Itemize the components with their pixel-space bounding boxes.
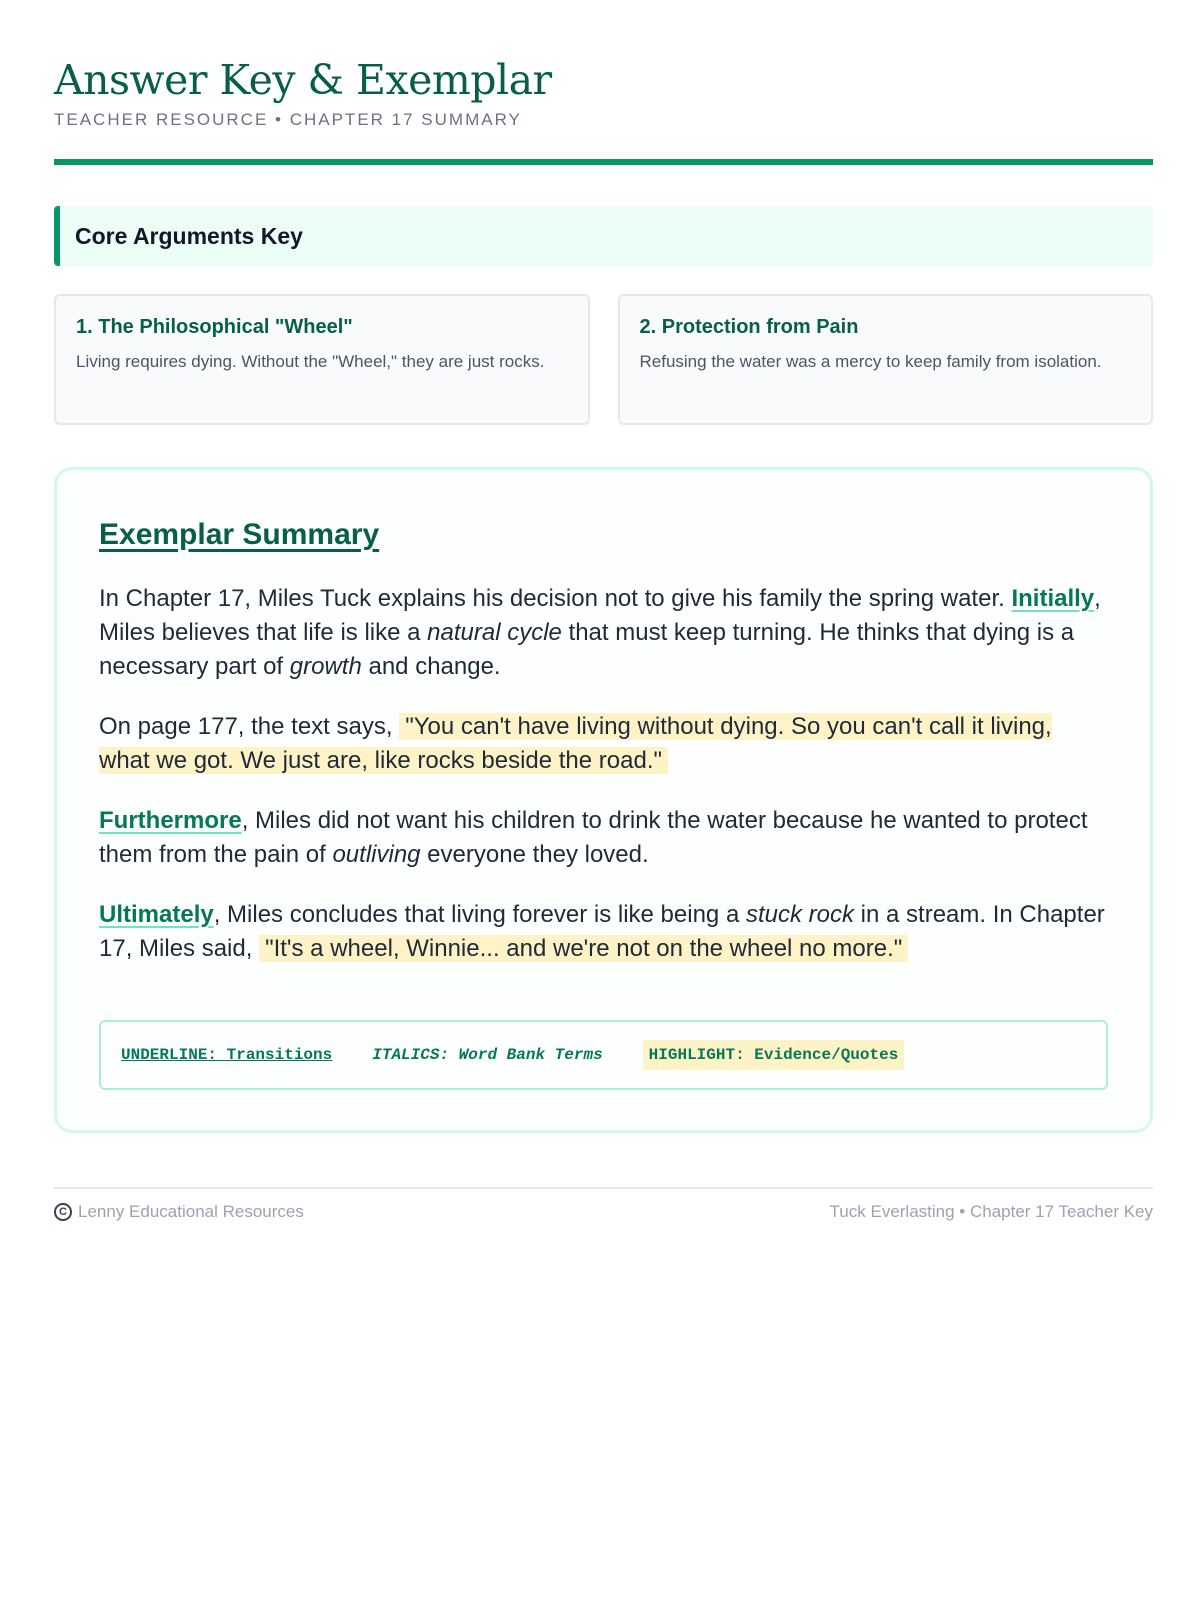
legend-highlight: HIGHLIGHT: Evidence/Quotes [643, 1040, 905, 1070]
text: , Miles did not want his children to drink the water because he wanted to protect them from the pain of [99, 807, 1088, 868]
argument-text: Living requires dying. Without the "Wheel," they are just rocks. [76, 352, 545, 371]
page-subtitle: TEACHER RESOURCE • CHAPTER 17 SUMMARY [54, 110, 522, 129]
argument-text: Refusing the water was a mercy to keep family from isolation. [639, 352, 1102, 371]
word-bank-term: stuck rock [745, 901, 854, 928]
text: , Miles concludes that living forever is like being a [213, 901, 746, 928]
text: everyone they loved. [420, 841, 649, 868]
legend-underline: UNDERLINE: Transitions [121, 1046, 333, 1064]
argument-title: 2. Protection from Pain [639, 316, 859, 338]
core-arguments-heading: Core Arguments Key [54, 206, 1153, 266]
text: On page 177, the text says, [99, 713, 400, 740]
copyright-icon: C [54, 1203, 72, 1221]
text: , Miles believes that life is like a [99, 585, 1101, 646]
word-bank-term: natural cycle [427, 619, 562, 646]
header-divider [54, 159, 1153, 165]
paragraph-2 [99, 710, 1108, 778]
paragraph-3 [99, 804, 1108, 872]
text: and change. [361, 653, 501, 680]
text: that must keep turning. He thinks that dying is a necessary part of [99, 619, 1075, 680]
paragraph-4 [99, 898, 1108, 966]
exemplar-title: Exemplar Summary [99, 518, 380, 551]
formatting-legend [99, 1020, 1108, 1090]
text: in a stream. In Chapter 17, Miles said, [99, 901, 1105, 962]
page-title: Answer Key & Exemplar [54, 56, 552, 104]
footer-divider [54, 1187, 1153, 1189]
argument-cards [54, 294, 1153, 425]
word-bank-term: growth [289, 653, 362, 680]
exemplar-body [99, 582, 1108, 992]
exemplar-panel [54, 467, 1153, 1133]
footer-left [54, 1202, 304, 1222]
evidence-quote: "It's a wheel, Winnie... and we're not on the wheel no more." [259, 935, 908, 962]
text: In Chapter 17, Miles Tuck explains his decision not to give his family the spring water. [99, 585, 1012, 612]
word-bank-term: outliving [332, 841, 421, 868]
transition-word: Initially [1011, 585, 1095, 612]
transition-word: Furthermore [99, 807, 242, 834]
legend-italics: ITALICS: Word Bank Terms [372, 1046, 603, 1064]
footer-right: Tuck Everlasting • Chapter 17 Teacher Key [829, 1202, 1153, 1221]
argument-card [54, 294, 590, 425]
transition-word: Ultimately [99, 901, 214, 928]
footer [54, 1202, 1153, 1222]
publisher-name: Lenny Educational Resources [78, 1202, 304, 1221]
argument-card [618, 294, 1154, 425]
evidence-quote: "You can't have living without dying. So you can't call it living, what we got. We just are, like rocks beside the road." [99, 713, 1052, 774]
paragraph-1 [99, 582, 1108, 684]
argument-title: 1. The Philosophical "Wheel" [76, 316, 353, 338]
